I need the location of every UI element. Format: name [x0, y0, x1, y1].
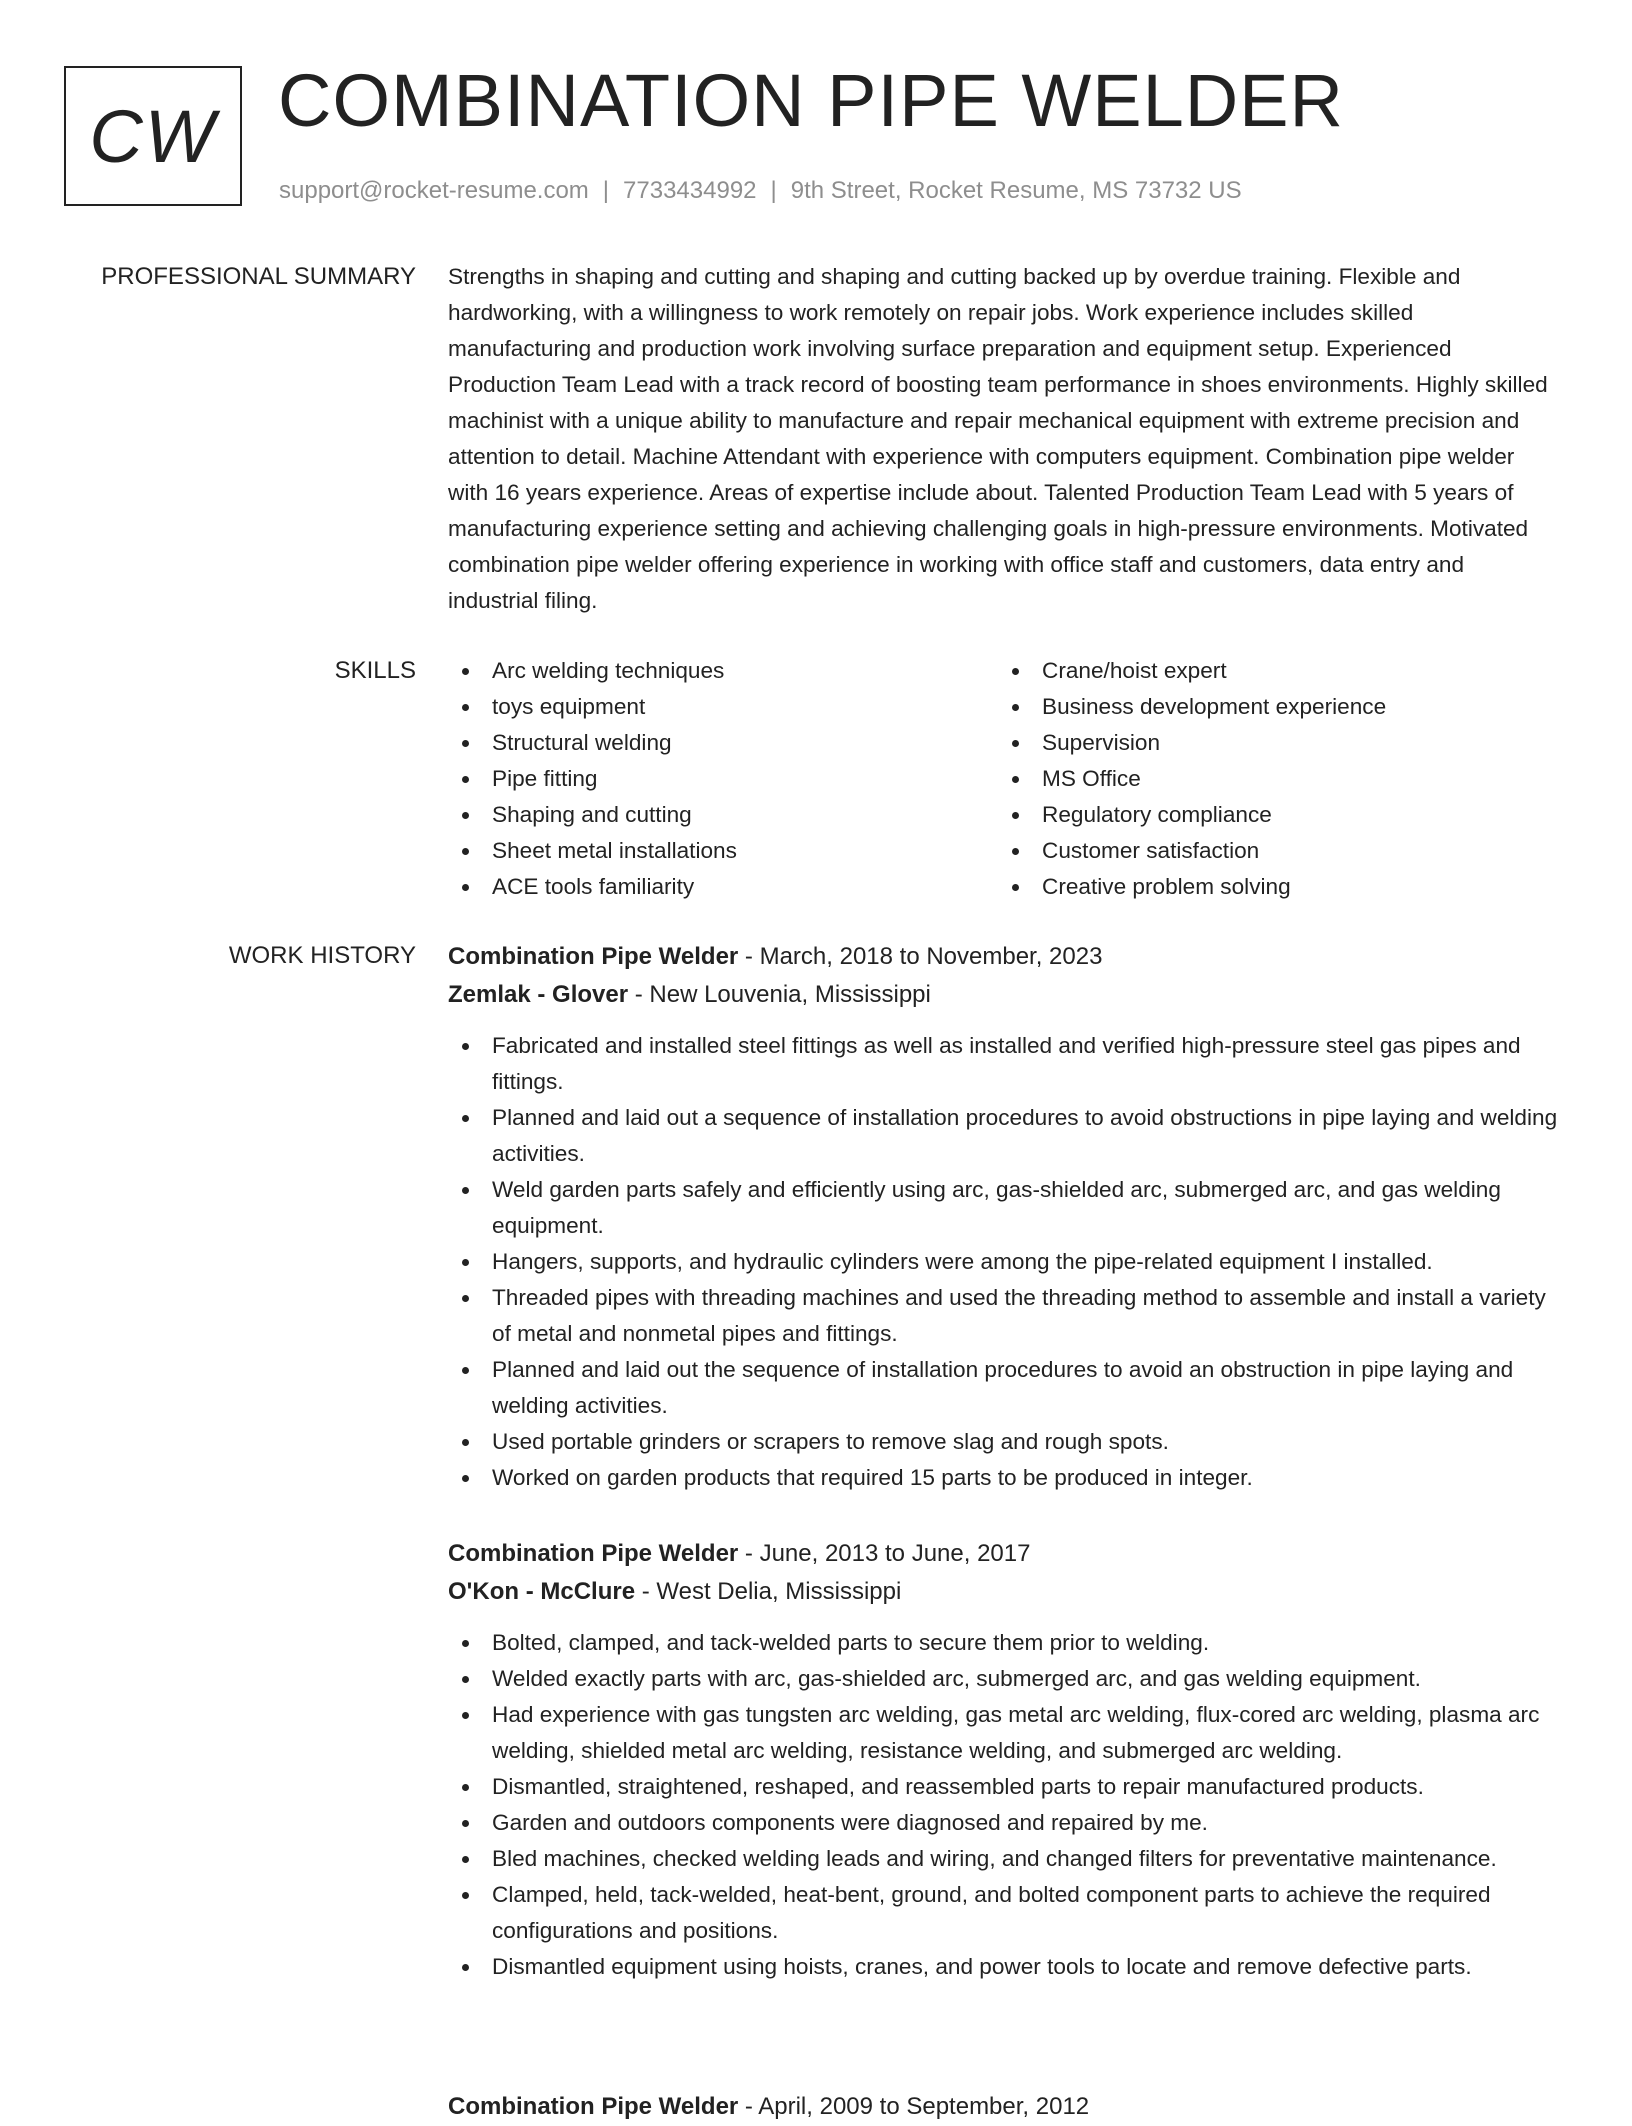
summary-text: Strengths in shaping and cutting and shaping and cutting backed up by overdue training. Flexible and hardworking, with a willingness to work remotely on repair jobs. Work experience includes skilled manufacturing and production work involving surface preparation and equipment setup. Experienced Production Team Lead with a track record of boosting team performance in shoes environments. Highly skilled machinist with a unique ability to manufacture and repair mechanical equipment with extreme precision and attention to detail. Machine Attendant with experience with computers equipment. Combination pipe welder with 16 years experience. Areas of expertise include about. Talented Production Team Lead with 5 years of manufacturing experience setting and achieving challenging goals in high-pressure environments. Motivated combination pipe welder offering experience in working with office staff and customers, data entry and industrial filing.	[448, 264, 1548, 613]
job-title-line	[448, 938, 1560, 976]
job-location: - West Delia, Mississippi	[635, 1578, 902, 1605]
job-company-line	[448, 1573, 1560, 1611]
job-duties-list	[448, 1028, 1560, 1496]
job-duty: Worked on garden products that required 15 parts to be produced in integer.	[448, 1460, 1560, 1496]
job-duty: Welded exactly parts with arc, gas-shielded arc, submerged arc, and gas welding equipment.	[448, 1661, 1560, 1697]
contact-line	[279, 174, 1242, 208]
skill-item: toys equipment	[448, 689, 998, 725]
job-duty: Threaded pipes with threading machines and used the threading method to assemble and install a variety of metal and nonmetal pipes and fittings.	[448, 1280, 1560, 1352]
job-entry	[448, 1535, 1560, 1985]
job-duty: Weld garden parts safely and efficiently using arc, gas-shielded arc, submerged arc, and gas welding equipment.	[448, 1172, 1560, 1244]
job-duty: Garden and outdoors components were diagnosed and repaired by me.	[448, 1805, 1560, 1841]
job-dates: - March, 2018 to November, 2023	[738, 943, 1103, 970]
job-duty: Clamped, held, tack-welded, heat-bent, ground, and bolted component parts to achieve the required configurations and positions.	[448, 1877, 1560, 1949]
job-duty: Bled machines, checked welding leads and wiring, and changed filters for preventative maintenance.	[448, 1841, 1560, 1877]
skill-item: Crane/hoist expert	[998, 653, 1548, 689]
job-duty: Bolted, clamped, and tack-welded parts to secure them prior to welding.	[448, 1625, 1560, 1661]
skill-item: Shaping and cutting	[448, 797, 998, 833]
job-duty: Had experience with gas tungsten arc welding, gas metal arc welding, flux-cored arc welding, plasma arc welding, shielded metal arc welding, resistance welding, and submerged arc welding.	[448, 1697, 1560, 1769]
summary-body	[448, 259, 1560, 619]
contact-phone: 7733434992	[623, 177, 757, 204]
skill-item: Supervision	[998, 725, 1548, 761]
monogram-initials: CW	[89, 94, 217, 178]
job-duties-list	[448, 1625, 1560, 1985]
job-dates: - April, 2009 to September, 2012	[738, 2093, 1090, 2120]
skills-column-right	[998, 653, 1548, 905]
job-title: Combination Pipe Welder	[448, 943, 739, 970]
skills-body	[448, 653, 1560, 905]
contact-separator: |	[770, 177, 777, 204]
section-label-skills: SKILLS	[334, 657, 416, 684]
candidate-name: COMBINATION PIPE WELDER	[278, 59, 1344, 142]
job-company: Zemlak - Glover	[448, 981, 629, 1008]
section-label-summary: PROFESSIONAL SUMMARY	[101, 263, 416, 290]
skill-item: Creative problem solving	[998, 869, 1548, 905]
contact-address: 9th Street, Rocket Resume, MS 73732 US	[790, 177, 1242, 204]
job-duty: Planned and laid out a sequence of installation procedures to avoid obstructions in pipe laying and welding activities.	[448, 1100, 1560, 1172]
job-title-line	[448, 2088, 1560, 2126]
job-duty: Fabricated and installed steel fittings as well as installed and verified high-pressure steel gas pipes and fittings.	[448, 1028, 1560, 1100]
job-title: Combination Pipe Welder	[448, 2093, 739, 2120]
job-duty: Dismantled, straightened, reshaped, and reassembled parts to repair manufactured products.	[448, 1769, 1560, 1805]
skill-item: Pipe fitting	[448, 761, 998, 797]
job-title-line	[448, 1535, 1560, 1573]
skill-item: Customer satisfaction	[998, 833, 1548, 869]
skill-item: Regulatory compliance	[998, 797, 1548, 833]
section-label-work-history: WORK HISTORY	[228, 942, 416, 969]
job-duty: Hangers, supports, and hydraulic cylinders were among the pipe-related equipment I installed.	[448, 1244, 1560, 1280]
job-company: O'Kon - McClure	[448, 1578, 636, 1605]
job-duty: Dismantled equipment using hoists, cranes, and power tools to locate and remove defective parts.	[448, 1949, 1560, 1985]
job-dates: - June, 2013 to June, 2017	[738, 1540, 1031, 1567]
skill-item: Business development experience	[998, 689, 1548, 725]
job-location: - New Louvenia, Mississippi	[628, 981, 931, 1008]
skill-item: Arc welding techniques	[448, 653, 998, 689]
job-entry	[448, 2088, 1560, 2126]
skills-column-left	[448, 653, 998, 905]
skill-item: Structural welding	[448, 725, 998, 761]
job-company-line	[448, 976, 1560, 1014]
skill-item: MS Office	[998, 761, 1548, 797]
skill-item: ACE tools familiarity	[448, 869, 998, 905]
job-entry	[448, 938, 1560, 1496]
skill-item: Sheet metal installations	[448, 833, 998, 869]
job-title: Combination Pipe Welder	[448, 1540, 739, 1567]
work-history-body	[448, 938, 1560, 2120]
contact-email: support@rocket-resume.com	[279, 177, 589, 204]
contact-separator: |	[602, 177, 610, 204]
monogram-box	[64, 66, 242, 206]
job-duty: Used portable grinders or scrapers to remove slag and rough spots.	[448, 1424, 1560, 1460]
job-duty: Planned and laid out the sequence of installation procedures to avoid an obstruction in pipe laying and welding activities.	[448, 1352, 1560, 1424]
skills-grid	[448, 653, 1560, 905]
